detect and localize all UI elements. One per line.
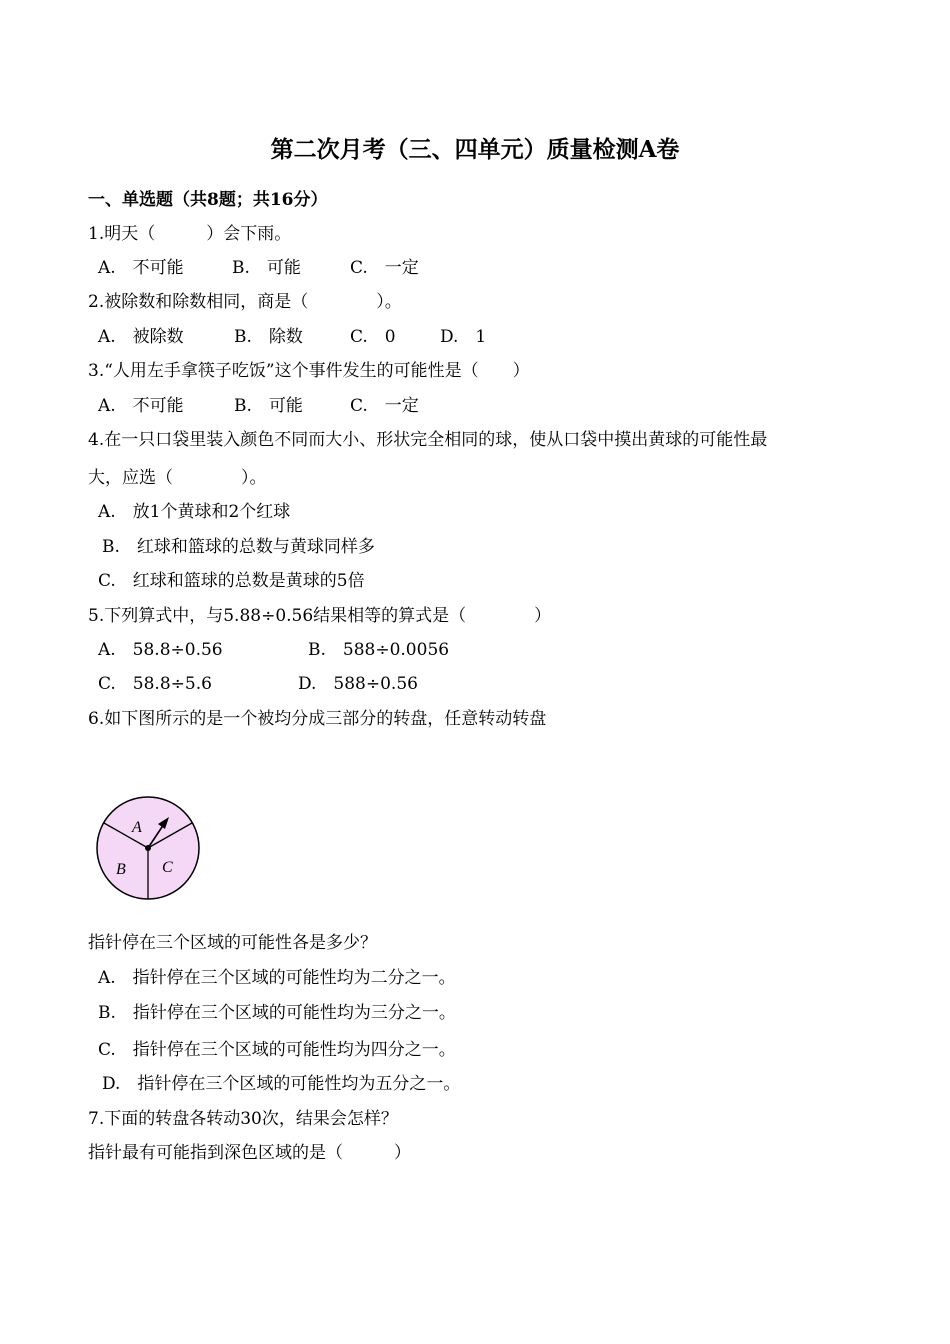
spinner-pivot	[145, 845, 151, 851]
question-5-stem: 5.下列算式中，与5.88÷0.56结果相等的算式是（ ）	[88, 606, 552, 626]
question-1-option-a[interactable]: A. 不可能	[98, 258, 184, 278]
question-4-stem-line2: 大，应选（ ）。	[88, 468, 267, 488]
spinner-label-c: C	[162, 859, 173, 876]
question-2-option-b[interactable]: B. 除数	[234, 327, 303, 347]
spinner-figure	[94, 794, 202, 902]
question-2-stem: 2.被除数和除数相同，商是（ ）。	[88, 292, 402, 312]
page-title: 第二次月考（三、四单元）质量检测A卷	[270, 136, 680, 163]
question-4-option-a[interactable]: A. 放1个黄球和2个红球	[98, 502, 291, 522]
question-1-option-b[interactable]: B. 可能	[232, 258, 301, 278]
question-5-option-b[interactable]: B. 588÷0.0056	[308, 640, 450, 660]
question-3-stem: 3.“人用左手拿筷子吃饭”这个事件发生的可能性是（ ）	[88, 361, 530, 381]
question-6-option-b[interactable]: B. 指针停在三个区域的可能性均为三分之一。	[98, 1003, 456, 1023]
question-4-stem-line1: 4.在一只口袋里装入颜色不同而大小、形状完全相同的球，使从口袋中摸出黄球的可能性最	[88, 430, 768, 450]
question-6-option-a[interactable]: A. 指针停在三个区域的可能性均为二分之一。	[98, 968, 456, 988]
question-5-option-c[interactable]: C. 58.8÷5.6	[98, 674, 212, 694]
spinner-label-b: B	[116, 861, 126, 878]
question-6-option-c[interactable]: C. 指针停在三个区域的可能性均为四分之一。	[98, 1040, 456, 1060]
section-heading: 一、单选题（共8题；共16分）	[88, 190, 328, 210]
spinner-label-a: A	[132, 819, 142, 836]
question-3-option-c[interactable]: C. 一定	[350, 396, 419, 416]
question-3-option-b[interactable]: B. 可能	[234, 396, 303, 416]
question-7-stem: 7.下面的转盘各转动30次，结果会怎样？	[88, 1109, 398, 1129]
question-2-option-c[interactable]: C. 0	[350, 327, 396, 347]
question-4-option-b[interactable]: B. 红球和篮球的总数与黄球同样多	[102, 537, 375, 557]
question-6-question: 指针停在三个区域的可能性各是多少？	[88, 933, 377, 953]
question-5-option-a[interactable]: A. 58.8÷0.56	[98, 640, 223, 660]
question-1-stem: 1.明天（ ）会下雨。	[88, 224, 292, 244]
question-1-option-c[interactable]: C. 一定	[350, 258, 419, 278]
question-2-option-a[interactable]: A. 被除数	[98, 327, 184, 347]
question-2-option-d[interactable]: D. 1	[440, 327, 487, 347]
question-3-option-a[interactable]: A. 不可能	[98, 396, 184, 416]
question-6-option-d[interactable]: D. 指针停在三个区域的可能性均为五分之一。	[102, 1074, 461, 1094]
question-4-option-c[interactable]: C. 红球和篮球的总数是黄球的5倍	[98, 571, 365, 591]
question-5-option-d[interactable]: D. 588÷0.56	[298, 674, 418, 694]
question-7-question: 指针最有可能指到深色区域的是（ ）	[88, 1143, 411, 1163]
question-6-stem: 6.如下图所示的是一个被均分成三部分的转盘，任意转动转盘	[88, 709, 547, 729]
